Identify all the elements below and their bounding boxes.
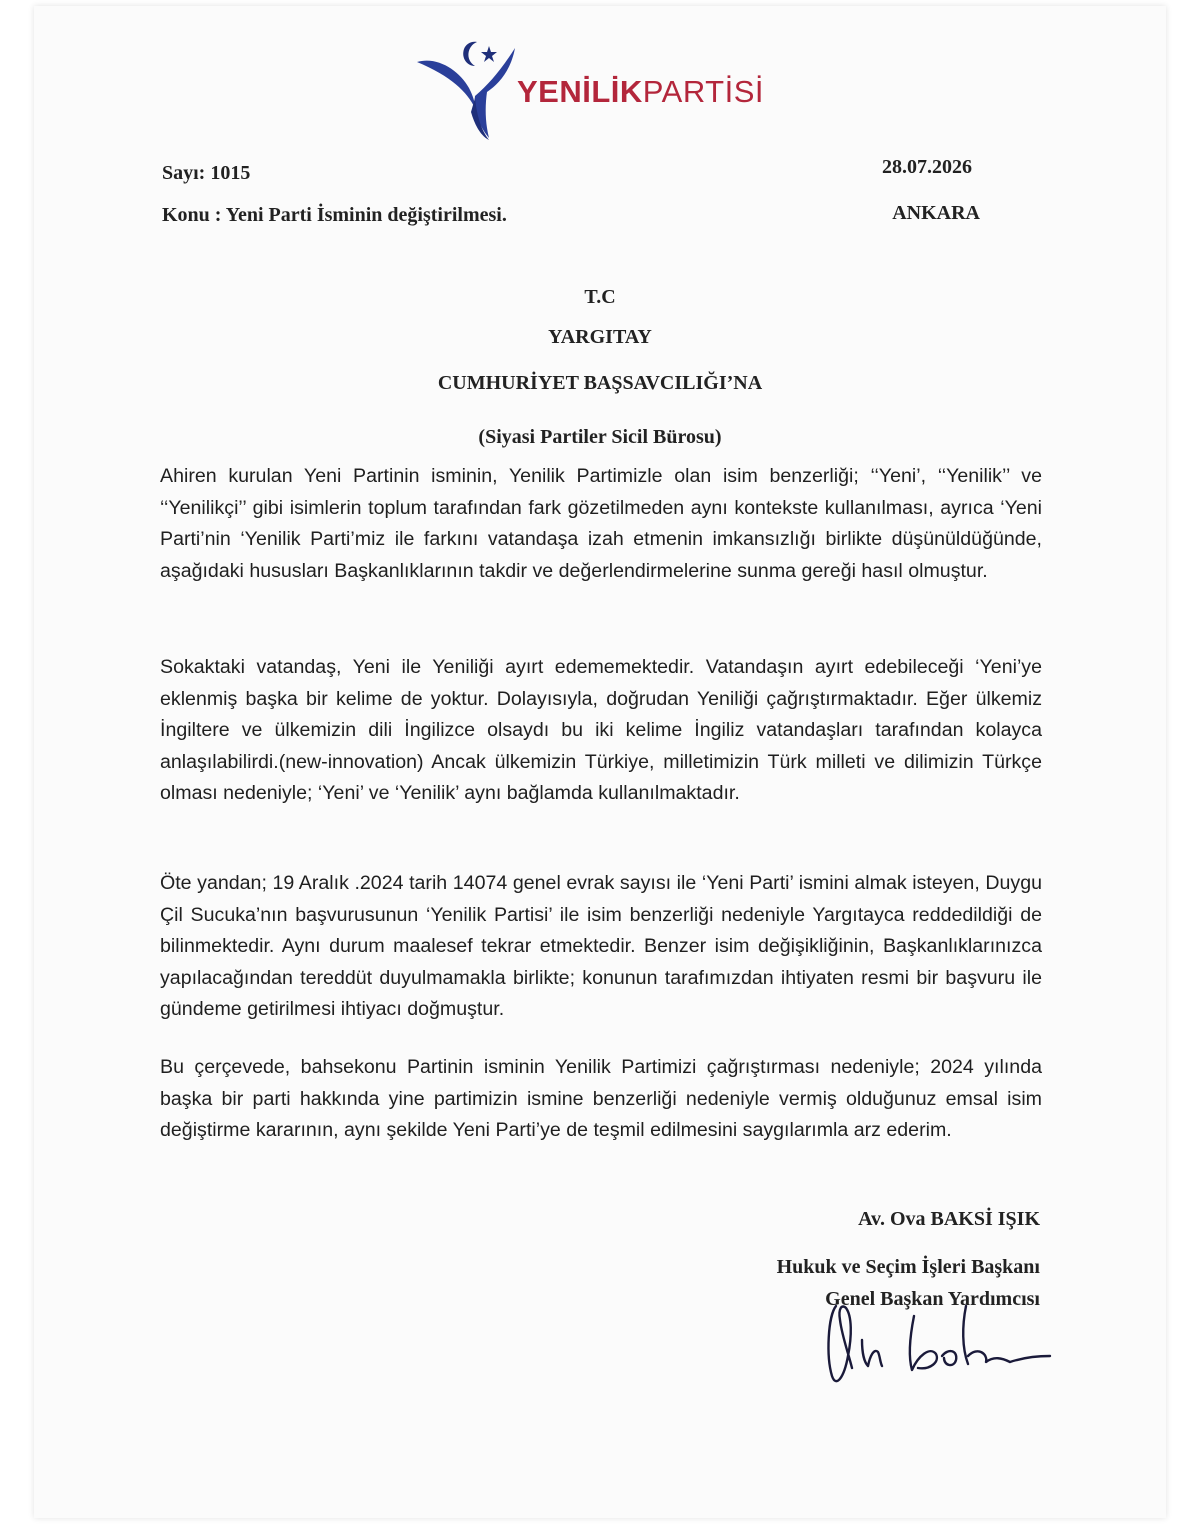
handwritten-signature <box>818 1296 1058 1401</box>
document-city: ANKARA <box>892 202 980 224</box>
logo-name-light: PARTİSİ <box>642 74 765 109</box>
body-paragraph-3: Öte yandan; 19 Aralık .2024 tarih 14074 genel evrak sayısı ile ‘Yeni Parti’ ismini almak isteyen, Duygu Çil Sucuka’nın başvurusunun ‘Yenilik Partisi’ ile isim benzerliği nedeniyle Yargıtayca reddedildiği de bilinmektedir. Aynı durum maalesef tekrar etmektedir. Benzer isim değişikliğinin, Başkanlıklarınızca yapılacağından tereddüt duyulmamakla birlikte; konunun tarafımızdan ihtiyaten resmi bir başvuru ile gündeme getirilmesi ihtiyacı doğmuştur. <box>160 872 1042 1020</box>
party-logo <box>415 36 795 146</box>
recipient-line-3: CUMHURİYET BAŞSAVCILIĞI’NA <box>437 372 763 394</box>
logo-wordmark <box>517 74 764 110</box>
body-paragraph-1: Ahiren kurulan Yeni Partinin isminin, Yenilik Partimizle olan isim benzerliği; ‘‘Yeni’, ‘‘Yenilik’’ ve ‘‘Yenilikçi’’ gibi isimlerin toplum tarafından fark gözetilmeden aynı kontekste kullanılması, ayrıca ‘Yeni Parti’nin ‘Yenilik Parti’miz ile farkını vatandaşa izah etmenin imkansızlığı birlikte düşünüldüğünde, aşağıdaki hususları Başkanlıklarının takdir ve değerlendirmelerine sunma gereği hasıl olmuştur. <box>160 465 1042 582</box>
document-date: 28.07.2026 <box>882 156 972 178</box>
logo-name-bold: YENİLİK <box>517 74 643 109</box>
body-paragraph-2: Sokaktaki vatandaş, Yeni ile Yeniliği ayırt edememektedir. Vatandaşın ayırt edebileceği ‘Yeni’ye eklenmiş başka bir kelime de yoktur. Dolayısıyla, doğrudan Yeniliği çağrıştırmaktadır. Eğer ülkemiz İngiltere ve ülkemizin dili İngilizce olsaydı bu iki kelime İngiliz vatandaşları tarafından kolayca anlaşılabilirdi.(new-innovation) Ancak ülkemizin Türkiye, milletimizin Türk milleti ve dilimizin Türkçe olması nedeniyle; ‘Yeni’ ve ‘Yenilik’ aynı bağlamda kullanılmaktadır. <box>160 656 1042 804</box>
signatory-name: Av. Ova BAKSİ IŞIK <box>858 1208 1040 1230</box>
recipient-line-1: T.C <box>584 286 616 308</box>
recipient-line-2: YARGITAY <box>548 326 652 348</box>
signatory-title-1: Hukuk ve Seçim İşleri Başkanı <box>776 1256 1040 1278</box>
bird-icon <box>415 36 525 146</box>
document-subject: Konu : Yeni Parti İsminin değiştirilmesi. <box>162 204 507 226</box>
document-number: Sayı: 1015 <box>162 162 251 184</box>
recipient-line-4: (Siyasi Partiler Sicil Bürosu) <box>478 426 722 448</box>
signatory-title-2: Genel Başkan Yardımcısı <box>825 1288 1040 1310</box>
body-paragraph-4: Bu çerçevede, bahsekonu Partinin isminin Yenilik Partimizi çağrıştırması nedeniyle; 2024 yılında başka bir parti hakkında yine partimizin ismine benzerliği nedeniyle vermiş olduğunuz emsal isim değiştirme kararının, aynı şekilde Yeni Parti’ye de teşmil edilmesini saygılarımla arz ederim. <box>160 1056 1042 1141</box>
